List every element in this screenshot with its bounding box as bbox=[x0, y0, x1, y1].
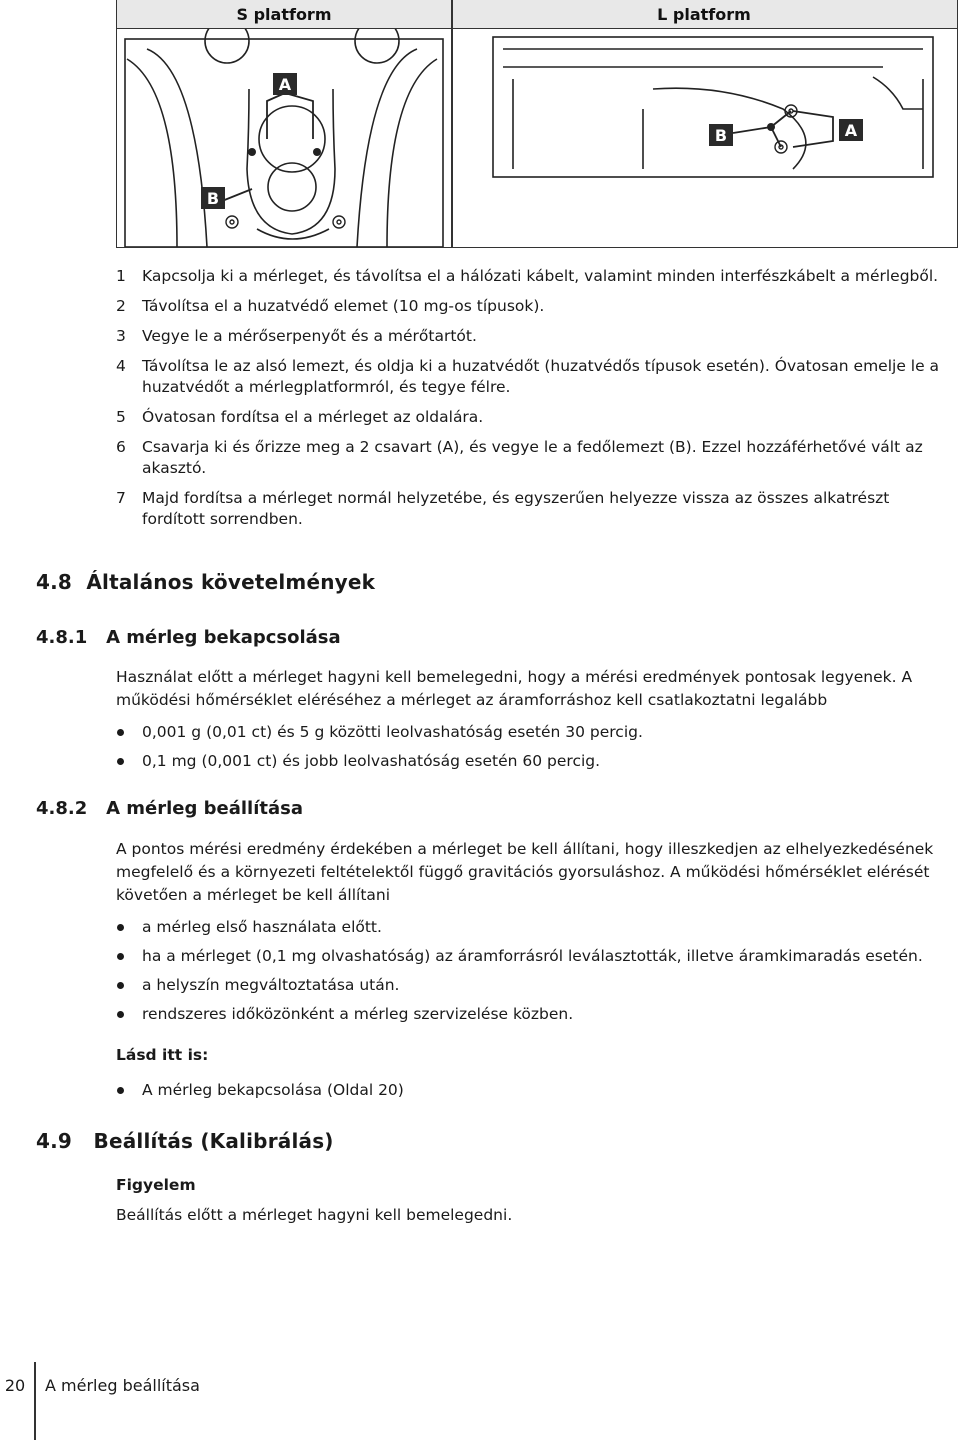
footer-title: A mérleg beállítása bbox=[45, 1376, 200, 1395]
list-item: 7 Majd fordítsa a mérleget normál helyzetébe, és egyszerűen helyezze vissza az összes alkatrészt fordított sorrendben. bbox=[116, 489, 890, 528]
see-also-link[interactable]: A mérleg bekapcsolása (Oldal 20) bbox=[116, 1080, 956, 1101]
col-s-platform: S platform bbox=[236, 5, 332, 24]
list-item: 3 Vegye le a mérőserpenyőt és a mérőtartót. bbox=[116, 327, 477, 345]
list-item: 5 Óvatosan fordítsa el a mérleget az oldalára. bbox=[116, 408, 484, 426]
section-heading-4-8: 4.8 Általános követelmények bbox=[36, 570, 376, 594]
see-also-list bbox=[116, 1080, 956, 1101]
list-item: rendszeres időközönként a mérleg szervizelése közben. bbox=[116, 1004, 956, 1025]
l-platform-drawing bbox=[453, 29, 957, 247]
list-item: a helyszín megváltoztatása után. bbox=[116, 975, 956, 996]
list-item: a mérleg első használata előtt. bbox=[116, 917, 956, 938]
section-heading-4-8-2: 4.8.2 A mérleg beállítása bbox=[36, 798, 303, 819]
figure-header bbox=[117, 0, 957, 29]
label-b-s: B bbox=[206, 189, 220, 208]
list-item: 0,1 mg (0,001 ct) és jobb leolvashatóság esetén 60 percig. bbox=[116, 751, 956, 772]
page-number: 20 bbox=[4, 1376, 26, 1395]
col-l-platform: L platform bbox=[657, 5, 751, 24]
list-item: 2 Távolítsa el a huzatvédő elemet (10 mg-os típusok). bbox=[116, 297, 545, 315]
list-item: 6 Csavarja ki és őrizze meg a 2 csavart (A), és vegye le a fedőlemezt (B). Ezzel hozzáférhetővé vált az akasztó. bbox=[116, 438, 923, 477]
paragraph-warmup: Használat előtt a mérleget hagyni kell bemelegedni, hogy a mérési eredmények pontosak legyenek. A működési hőmérséklet eléréséhez a mérleget az áramforráshoz kell csatlakoztatni legalább bbox=[116, 668, 913, 709]
figure-table bbox=[116, 0, 958, 248]
label-a-s: A bbox=[278, 75, 292, 94]
s-platform-drawing bbox=[117, 29, 451, 247]
note-text: Beállítás előtt a mérleget hagyni kell bemelegedni. bbox=[116, 1206, 513, 1224]
list-item: 4 Távolítsa le az alsó lemezt, és oldja ki a huzatvédőt (huzatvédős típusok esetén). Óvatosan emelje le a huzatvédőt a mérlegplatformról, és tegye félre. bbox=[116, 357, 940, 396]
label-a-l: A bbox=[844, 121, 858, 140]
list-item: ha a mérleget (0,1 mg olvashatóság) az áramforrásról leválasztották, illetve áramkimaradás esetén. bbox=[116, 946, 956, 967]
note-title: Figyelem bbox=[116, 1176, 196, 1194]
bullet-list-adjust bbox=[116, 917, 956, 1025]
paragraph-adjust: A pontos mérési eredmény érdekében a mérleget be kell állítani, hogy illeszkedjen az elhelyezkedésének megfelelő és a környezeti feltételektől függő gravitációs gyorsuláshoz. A működési hőmérséklet elérését követően a mérleget be kell állítani bbox=[116, 840, 934, 904]
bullet-list-warmup bbox=[116, 722, 956, 772]
section-heading-4-8-1: 4.8.1 A mérleg bekapcsolása bbox=[36, 627, 341, 648]
label-b-l: B bbox=[714, 126, 728, 145]
list-item: 0,001 g (0,01 ct) és 5 g közötti leolvashatóság esetén 30 percig. bbox=[116, 722, 956, 743]
see-also-title: Lásd itt is: bbox=[116, 1046, 209, 1064]
footer-divider bbox=[34, 1362, 36, 1440]
list-item: 1 Kapcsolja ki a mérleget, és távolítsa el a hálózati kábelt, valamint minden interfészkábelt a mérlegből. bbox=[116, 267, 939, 285]
section-heading-4-9: 4.9 Beállítás (Kalibrálás) bbox=[36, 1129, 334, 1153]
steps-list bbox=[116, 266, 956, 539]
